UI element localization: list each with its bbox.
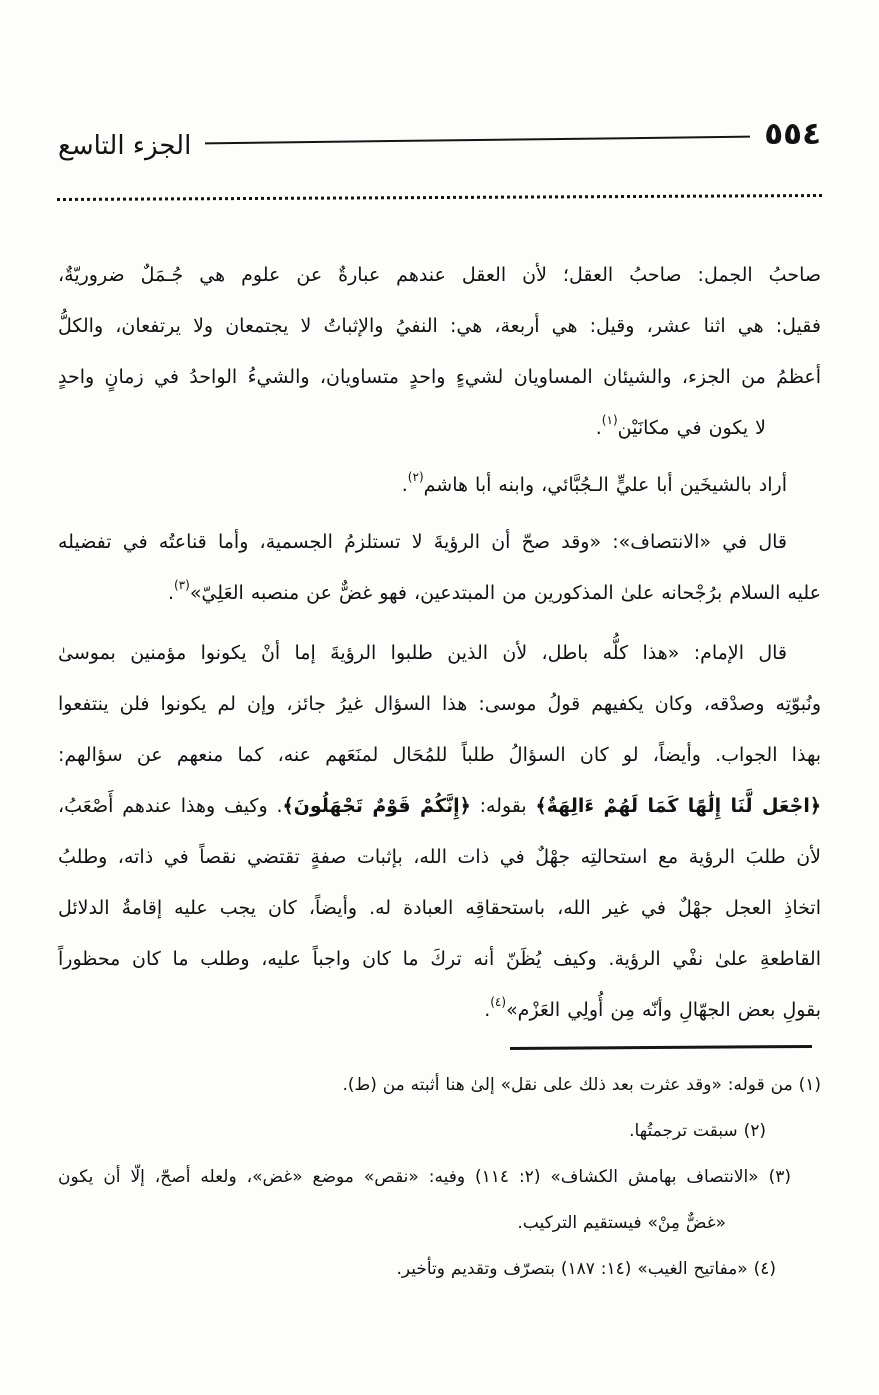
text-run: صاحبُ الجمل: صاحبُ العقل؛ لأن العقل عندهم عبارةٌ عن علوم هي جُـمَلٌ ضروريّةٌ، — [58, 264, 821, 286]
quran-verse: ﴿إِنَّكُمْ قَوْمٌ تَجْهَلُونَ﴾ — [282, 795, 471, 817]
text-run: لا يكون في مكانَيْن — [617, 417, 766, 439]
text-run: اتخاذِ العجل جهْلٌ في غير الله، باستحقاقِه العبادة له. وأيضاً، كان يجب عليه إقامةُ الدلائل — [58, 897, 821, 919]
body-line — [58, 832, 821, 883]
text-run: عليه السلام برُجْحانه علىٰ المذكورين من المبتدعين، فهو غضٌّ عن منصبه العَلِيّ» — [189, 582, 821, 604]
text-run: . — [484, 999, 491, 1021]
text-run: . — [167, 582, 174, 604]
footnote-text: سبقت ترجمتُها. — [629, 1121, 738, 1141]
page-header — [58, 112, 821, 168]
footnote-line — [58, 1246, 821, 1292]
text-run: ونُبوّتِه وصدْقه، وكان يكفيهم قولُ موسى: هذا السؤال غيرُ جائز، وإن لم يكونوا فلن ينتفعوا — [58, 693, 821, 715]
footnote-text: «الانتصاف بهامش الكشاف» (٢: ١١٤) وفيه: «نقص» موضع «غض»، ولعله أصحّ، إلّا أن يكون — [58, 1167, 759, 1187]
text-run: . وكيف وهذا عندهم أَصْعَبُ، — [58, 795, 283, 817]
body-line — [58, 934, 821, 985]
body-line — [58, 679, 821, 730]
quran-verse: ﴿اجْعَل لَّنَا إِلَٰهًا كَمَا لَهُمْ ءَالِهَةٌ﴾ — [535, 795, 821, 817]
footnote-rule — [510, 1045, 812, 1050]
body-line — [58, 403, 821, 454]
footnote-line — [58, 1200, 821, 1246]
body-line — [58, 460, 821, 511]
footnote-ref-3: (٣) — [173, 578, 190, 592]
body-line — [58, 781, 821, 832]
footnote-line — [58, 1108, 821, 1154]
section-title: الجزء التاسع — [58, 131, 192, 161]
text-run: بقولِ بعض الجهّالِ وأنّه مِن أُولِي العَزْم» — [506, 999, 821, 1021]
text-run: . — [401, 474, 408, 496]
body-line — [58, 568, 821, 619]
body-line — [58, 250, 821, 301]
text-run: القاطعةِ علىٰ نفْي الرؤية. وكيف يُظَنّ أنه تركَ ما كان واجباً عليه، وطلب ما كان محظوراً — [58, 948, 821, 970]
body-text — [58, 250, 821, 1036]
text-run: بهذا الجواب. وأيضاً، لو كان السؤالُ طلباً للمُحَال لمنَعَهم عنه، كما منعهم عن سؤالهم: — [58, 744, 821, 766]
footnote-marker: (٢) — [737, 1121, 766, 1141]
body-line — [58, 301, 821, 352]
footnote-marker: (١) — [792, 1075, 821, 1095]
footnote-ref-2: (٢) — [407, 470, 424, 484]
footnote-line — [58, 1154, 821, 1200]
footnotes — [58, 1046, 821, 1292]
header-rule — [205, 136, 750, 145]
page-number: ٥٥٤ — [764, 116, 821, 152]
footnote-text: «مفاتيح الغيب» (١٤: ١٨٧) بتصرّف وتقديم وتأخير. — [396, 1259, 748, 1279]
body-line — [58, 628, 821, 679]
text-run: بقوله: — [470, 795, 536, 817]
text-run: . — [595, 417, 602, 439]
text-run: أعظمُ من الجزء، والشيئان المساويان لشيءٍ واحدٍ متساويان، والشيءُ الواحدُ في زمانٍ واحدٍ — [58, 366, 821, 388]
footnote-text: من قوله: «وقد عثرت بعد ذلك على نقل» إلىٰ هنا أثبته من (ط). — [342, 1075, 793, 1095]
text-run: لأن طلبَ الرؤية مع استحالتِه جهْلٌ في ذات الله، بإثبات صفةٍ تقتضي نقصاً في ذاته، وطلبُ — [58, 846, 821, 868]
text-run: قال الإمام: «هذا كلُّه باطل، لأن الذين طلبوا الرؤيةَ إما أنْ يكونوا مؤمنين بموسىٰ — [58, 642, 787, 664]
footnote-line — [58, 1062, 821, 1108]
text-run: قال في «الانتصاف»: «وقد صحّ أن الرؤيةَ لا تستلزمُ الجسمية، وأما قناعتُه في تفضيله — [58, 531, 787, 553]
body-line — [58, 730, 821, 781]
body-line — [58, 352, 821, 403]
body-line — [58, 883, 821, 934]
footnote-marker: (٣) — [758, 1167, 791, 1187]
body-line — [58, 985, 821, 1036]
footnote-ref-4: (٤) — [490, 995, 507, 1009]
body-line — [58, 517, 821, 568]
footnote-marker: (٤) — [747, 1259, 776, 1279]
text-run: فقيل: هي اثنا عشر، وقيل: هي أربعة، هي: النفيُ والإثباتُ لا يجتمعان ولا يرتفعان، والكلُّ — [58, 315, 821, 337]
text-run: أراد بالشيخَين أبا عليٍّ الـجُبَّائي، وابنه أبا هاشم — [423, 474, 787, 496]
footnote-text: «غضٌّ مِنْ» فيستقيم التركيب. — [517, 1213, 726, 1233]
footnote-ref-1: (١) — [601, 413, 618, 427]
dotted-separator — [57, 194, 822, 201]
